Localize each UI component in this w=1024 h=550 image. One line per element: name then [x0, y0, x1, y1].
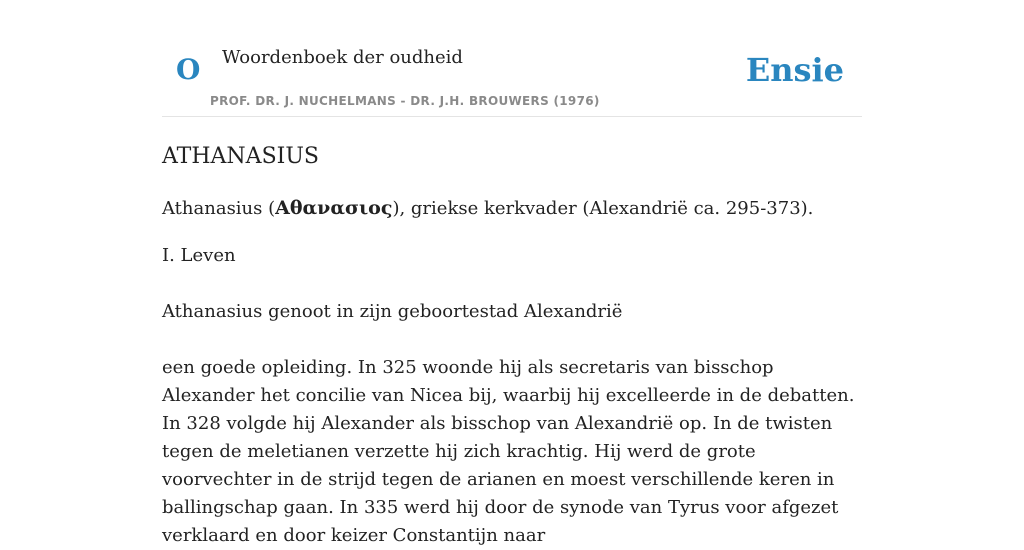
entry-title: ATHANASIUS: [162, 144, 319, 169]
article-content: [162, 117, 862, 550]
paragraph-2: een goede opleiding. In 325 woonde hij als secretaris van bisschop Alexander het concilie van Nicea bij, waarbij hij excelleerde in de debatten. In 328 volgde hij Alexander als bisschop van Alexandrië op. In de twisten tegen de meletianen verzette hij zich krachtig. Hij werd de grote voorvechter in de strijd tegen de arianen en moest verschillende keren in ballingschap gaan. In 335 werd hij door de synode van Tyrus voor afgezet verklaard en door keizer Constantijn naar: [162, 357, 855, 546]
dictionary-header: [162, 0, 862, 117]
dictionary-title-link[interactable]: Woordenboek der oudheid: [222, 47, 463, 68]
section-heading: I. Leven: [162, 245, 236, 266]
intro-text-before: Athanasius (: [162, 198, 276, 219]
letter-index-link[interactable]: O: [176, 53, 201, 86]
greek-name: Αθανασιος: [275, 197, 393, 219]
page: [162, 0, 862, 550]
dictionary-authors: PROF. DR. J. NUCHELMANS - DR. J.H. BROUWERS (1976): [210, 94, 600, 108]
entry-intro: [162, 194, 862, 223]
paragraph-1: Athanasius genoot in zijn geboortestad Alexandrië: [162, 301, 623, 322]
intro-text-after: ), griekse kerkvader (Alexandrië ca. 295-373).: [392, 198, 814, 219]
ensie-logo-link[interactable]: Ensie: [745, 51, 844, 89]
